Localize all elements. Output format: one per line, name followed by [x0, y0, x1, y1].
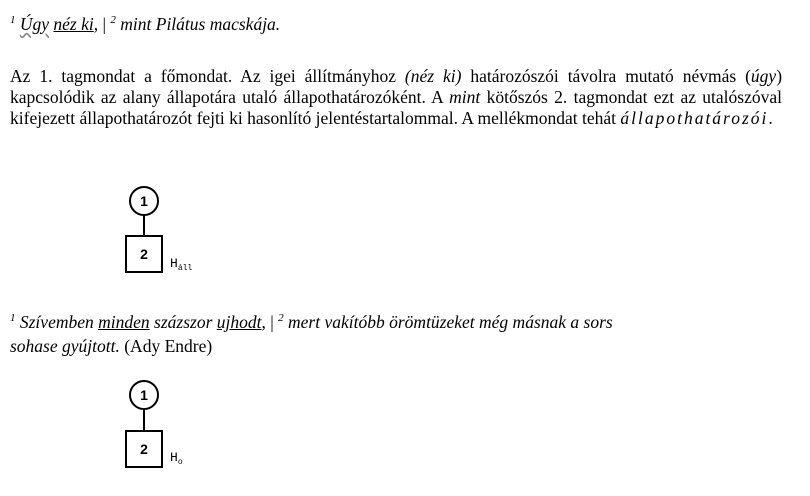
word-ujhodt: ujhodt [216, 312, 262, 332]
connector-line [143, 215, 145, 235]
text-run-italic: (néz ki) [404, 66, 462, 86]
text-run-spaced: állapothatározói [620, 108, 769, 128]
clause-number: 1 [10, 312, 16, 324]
text-run: ) kapcsolódik az alany állapotára utaló állapothatározóként. A [10, 66, 783, 107]
clause-type-label [170, 450, 183, 467]
text-run: Az 1. tagmondat a főmondat. Az igei állítmányhoz [10, 66, 405, 86]
text-run-italic: úgy [750, 66, 777, 86]
clause-number: 2 [110, 14, 116, 26]
main-clause-node: 1 [129, 380, 159, 410]
clause-text: mert vakítóbb örömtüzeket még másnak a sors [288, 312, 613, 332]
clause-type-label [170, 256, 192, 273]
subordinate-clause-node: 2 [125, 235, 163, 273]
main-clause-node: 1 [129, 186, 159, 216]
clause-number: 2 [278, 312, 284, 324]
word-nez-ki: néz ki [53, 14, 94, 34]
text-run: határozószói távolra mutató névmás ( [461, 66, 751, 86]
label-sub: áll [177, 264, 193, 273]
clause-separator: , | [261, 312, 274, 332]
attribution: (Ady Endre) [124, 336, 213, 356]
word-ugy: Úgy [19, 14, 50, 34]
word-minden: minden [98, 312, 150, 332]
text-run: kötőszós 2. tagmondat ezt az utalószóval kifejezett állapothatározót fejti ki hasonlító jelentéstartalommal. A mellékmondat tehát [10, 87, 782, 128]
label-sub: o [177, 458, 183, 467]
clause-number: 1 [10, 14, 16, 26]
text-run: Szívemben [19, 312, 99, 332]
example-sentence-2 [10, 312, 613, 333]
clause-text: mint Pilátus macskája. [120, 14, 281, 34]
label-main: H [170, 450, 178, 465]
connector-line [143, 408, 145, 430]
clause-separator: , | [93, 14, 107, 34]
label-main: H [170, 256, 178, 271]
example-sentence-1 [10, 14, 280, 35]
text-run: százszor [149, 312, 217, 332]
explanation-paragraph [10, 66, 782, 129]
subordinate-clause-node: 2 [125, 430, 163, 468]
example-sentence-2-cont [10, 336, 212, 357]
clause-text: sohase gyújtott. [10, 336, 120, 356]
text-run-italic: mint [449, 87, 481, 107]
text-run: . [768, 108, 773, 128]
